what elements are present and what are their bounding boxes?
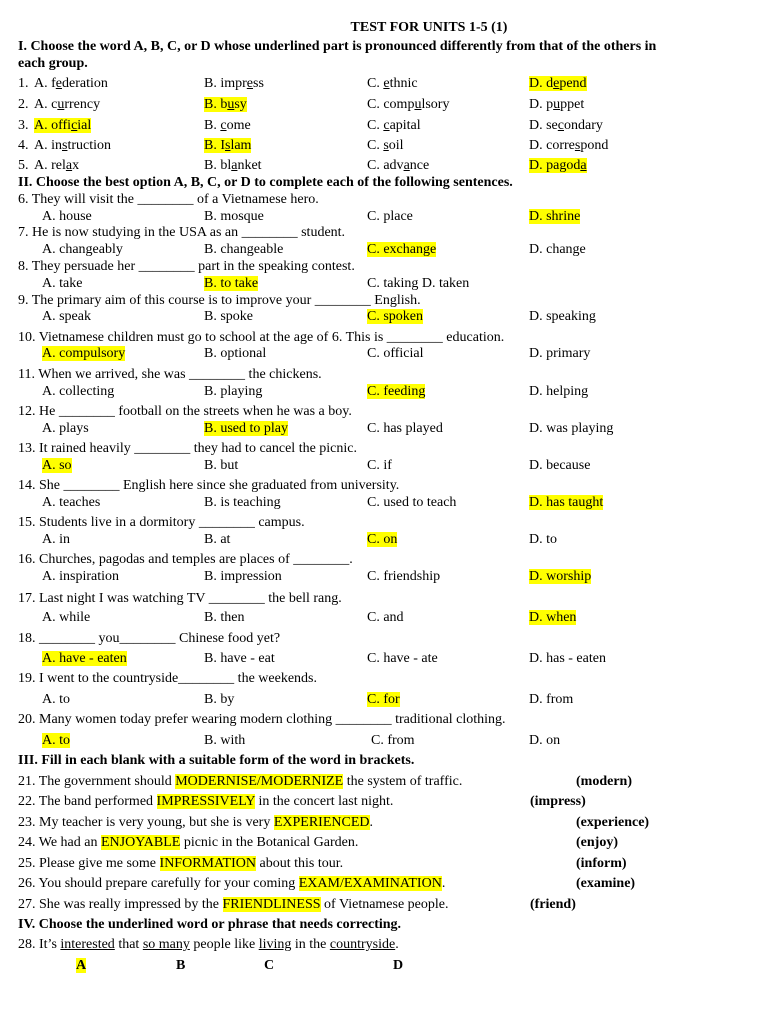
sentence-end: about this tour. bbox=[255, 856, 344, 871]
underlined-letters: u bbox=[553, 97, 561, 112]
question-number: 3. bbox=[18, 118, 29, 133]
option-text bbox=[529, 118, 603, 133]
option-text: B. playing bbox=[204, 384, 263, 399]
option-prefix: D. pagod bbox=[529, 158, 581, 173]
option-text: D. primary bbox=[529, 346, 591, 361]
section-3-number: III bbox=[18, 753, 35, 768]
sentence-text: people like bbox=[189, 937, 259, 952]
sentence-start: 21. The government should bbox=[18, 774, 176, 789]
option-d bbox=[529, 383, 588, 400]
option-suffix: ial bbox=[77, 118, 92, 133]
option-b bbox=[204, 457, 238, 474]
underlined-letters: a bbox=[403, 158, 410, 173]
option-text: C. from bbox=[371, 733, 415, 748]
option-prefix: D. corre bbox=[529, 138, 575, 153]
option-text: B. at bbox=[204, 532, 231, 547]
option-text: B. optional bbox=[204, 346, 267, 361]
option-c bbox=[367, 345, 424, 362]
option-a bbox=[42, 345, 125, 362]
option-c bbox=[367, 568, 440, 585]
question-text: 17. Last night I was watching TV ________ the bell rang. bbox=[18, 591, 342, 606]
option-text bbox=[204, 118, 251, 133]
word-hint: (examine) bbox=[576, 876, 636, 891]
fill-in-line bbox=[18, 773, 462, 790]
question-text: 7. He is now studying in the USA as an ________ student. bbox=[18, 225, 346, 240]
option-suffix: ondary bbox=[564, 118, 603, 133]
option-prefix: A. offi bbox=[34, 118, 72, 133]
fill-in-line bbox=[18, 875, 445, 892]
underlined-letters: s bbox=[383, 138, 389, 153]
underlined-letters: u bbox=[57, 97, 65, 112]
question-number: 5. bbox=[18, 158, 29, 173]
fill-in-line bbox=[18, 793, 393, 810]
option-prefix: A. f bbox=[34, 76, 56, 91]
option-text: A. take bbox=[42, 276, 83, 291]
answer-highlight bbox=[529, 76, 587, 91]
option-c bbox=[367, 75, 418, 92]
option-text: C. used to teach bbox=[367, 495, 457, 510]
sentence-text: in the bbox=[291, 937, 330, 952]
option-c bbox=[367, 650, 438, 667]
option-text: C. have - ate bbox=[367, 651, 438, 666]
option-d bbox=[529, 117, 603, 134]
option-d bbox=[529, 345, 590, 362]
option-c bbox=[367, 383, 425, 400]
option-text bbox=[529, 97, 584, 112]
option-d bbox=[529, 420, 613, 437]
question-text: 13. It rained heavily ________ they had to cancel the picnic. bbox=[18, 441, 358, 456]
underlined-phrase: interested bbox=[60, 937, 115, 952]
underlined-letters: c bbox=[71, 118, 78, 133]
option-b bbox=[204, 420, 288, 437]
option-prefix: B. I bbox=[204, 138, 225, 153]
option-suffix: truction bbox=[67, 138, 111, 153]
question-text: 18. ________ you________ Chinese food yet? bbox=[18, 631, 281, 646]
option-a bbox=[34, 157, 79, 174]
option-b bbox=[204, 137, 251, 154]
answer-highlight: INFORMATION bbox=[159, 856, 256, 871]
answer-highlight bbox=[34, 118, 91, 133]
option-d bbox=[529, 157, 587, 174]
answer-highlight: C. feeding bbox=[367, 384, 426, 399]
option-a bbox=[34, 75, 108, 92]
option-prefix: D. se bbox=[529, 118, 558, 133]
underlined-letters: a bbox=[580, 158, 587, 173]
question-text: 11. When we arrived, she was ________ the chickens. bbox=[18, 367, 322, 382]
letter-label: C bbox=[264, 958, 275, 973]
sentence-end: . bbox=[441, 876, 446, 891]
option-prefix: B. impr bbox=[204, 76, 247, 91]
letter-label: D bbox=[393, 958, 404, 973]
option-a bbox=[42, 308, 91, 325]
option-d bbox=[529, 308, 596, 325]
section-3-text: . Fill in each blank with a suitable form of the word in brackets. bbox=[34, 753, 415, 768]
option-text bbox=[367, 118, 421, 133]
option-b bbox=[204, 75, 264, 92]
question-text: 6. They will visit the ________ of a Vietnamese hero. bbox=[18, 192, 319, 207]
option-text: A. inspiration bbox=[42, 569, 119, 584]
option-suffix: ome bbox=[226, 118, 251, 133]
option-b bbox=[204, 494, 281, 511]
sentence-start: 23. My teacher is very young, but she is very bbox=[18, 815, 274, 830]
answer-highlight: B. to take bbox=[204, 276, 259, 291]
option-b bbox=[204, 691, 234, 708]
option-d bbox=[529, 691, 573, 708]
sentence-text: It’s bbox=[39, 937, 61, 952]
sentence-start: 25. Please give me some bbox=[18, 856, 160, 871]
option-c bbox=[367, 420, 443, 437]
underlined-letters: c bbox=[383, 118, 390, 133]
option-d bbox=[529, 96, 584, 113]
option-a bbox=[42, 383, 114, 400]
option-text: A. speak bbox=[42, 309, 91, 324]
option-d bbox=[529, 241, 586, 258]
option-a bbox=[34, 117, 91, 134]
option-text bbox=[34, 138, 111, 153]
option-prefix: C. bbox=[367, 76, 384, 91]
option-prefix: C. bbox=[367, 118, 384, 133]
option-suffix: lsory bbox=[421, 97, 450, 112]
option-d bbox=[529, 208, 580, 225]
option-suffix: lam bbox=[230, 138, 252, 153]
sentence-start: 27. She was really impressed by the bbox=[18, 897, 223, 912]
question-text: 20. Many women today prefer wearing modern clothing ________ traditional clothing. bbox=[18, 712, 506, 727]
underlined-phrase: countryside bbox=[329, 937, 396, 952]
answer-highlight: A. have - eaten bbox=[42, 651, 127, 666]
underlined-letters: s bbox=[62, 138, 68, 153]
option-c bbox=[367, 96, 449, 113]
question-text: 16. Churches, pagodas and temples are places of ________. bbox=[18, 552, 353, 567]
option-a bbox=[42, 609, 90, 626]
answer-highlight: FRIENDLINESS bbox=[222, 897, 321, 912]
option-prefix: C. comp bbox=[367, 97, 415, 112]
question-28 bbox=[18, 936, 399, 953]
option-text: C. if bbox=[367, 458, 392, 473]
underlined-phrase: living bbox=[258, 937, 292, 952]
answer-highlight: A. compulsory bbox=[42, 346, 126, 361]
question-number: 28. bbox=[18, 937, 39, 952]
option-text: D. has - eaten bbox=[529, 651, 606, 666]
option-suffix: apital bbox=[389, 118, 421, 133]
option-text: D. to bbox=[529, 532, 557, 547]
letter-label: B bbox=[176, 958, 186, 973]
option-suffix: nce bbox=[409, 158, 430, 173]
option-text: B. then bbox=[204, 610, 245, 625]
option-text: B. changeable bbox=[204, 242, 284, 257]
underlined-letters: s bbox=[225, 138, 231, 153]
option-prefix: B. bl bbox=[204, 158, 232, 173]
option-text: A. plays bbox=[42, 421, 89, 436]
sentence-end: picnic in the Botanical Garden. bbox=[180, 835, 359, 850]
option-suffix: sy bbox=[234, 97, 247, 112]
sentence-end: . bbox=[369, 815, 374, 830]
option-suffix: ppet bbox=[560, 97, 585, 112]
option-d bbox=[529, 531, 557, 548]
sentence-start: 26. You should prepare carefully for your coming bbox=[18, 876, 299, 891]
question-number: 4. bbox=[18, 138, 29, 153]
option-text: B. with bbox=[204, 733, 246, 748]
question-number: 2. bbox=[18, 97, 29, 112]
sentence-start: 22. The band performed bbox=[18, 794, 157, 809]
question-text: 14. She ________ English here since she graduated from university. bbox=[18, 478, 400, 493]
fill-in-line bbox=[18, 834, 358, 851]
underlined-letters: u bbox=[414, 97, 422, 112]
option-text: B. by bbox=[204, 692, 235, 707]
option-a bbox=[42, 691, 70, 708]
option-b bbox=[204, 345, 266, 362]
option-d bbox=[529, 75, 587, 92]
option-text bbox=[367, 138, 404, 153]
option-text: B. is teaching bbox=[204, 495, 281, 510]
option-text: A. collecting bbox=[42, 384, 115, 399]
answer-highlight: EXAM/EXAMINATION bbox=[298, 876, 442, 891]
underlined-letters: u bbox=[227, 97, 235, 112]
option-b bbox=[204, 157, 262, 174]
option-text bbox=[34, 76, 108, 91]
answer-highlight bbox=[204, 97, 247, 112]
option-a bbox=[42, 732, 70, 749]
underlined-letters: a bbox=[65, 158, 73, 173]
answer-highlight: EXPERIENCED bbox=[273, 815, 370, 830]
option-prefix: B. b bbox=[204, 97, 228, 112]
option-text bbox=[204, 76, 264, 91]
option-text: B. have - eat bbox=[204, 651, 275, 666]
question-text: 15. Students live in a dormitory ________ campus. bbox=[18, 515, 305, 530]
answer-highlight: D. has taught bbox=[529, 495, 604, 510]
option-prefix: A. c bbox=[34, 97, 58, 112]
option-text: A. in bbox=[42, 532, 70, 547]
underlined-letters: e bbox=[383, 76, 390, 91]
option-text: C. taking D. taken bbox=[367, 276, 470, 291]
answer-highlight: D. when bbox=[529, 610, 577, 625]
option-suffix: ss bbox=[253, 76, 264, 91]
section-1-heading-cont: each group. bbox=[18, 56, 88, 71]
option-a bbox=[34, 137, 111, 154]
option-prefix: B. bbox=[204, 118, 221, 133]
option-d bbox=[529, 137, 608, 154]
option-text bbox=[34, 158, 79, 173]
underlined-letters: c bbox=[557, 118, 564, 133]
option-text: D. change bbox=[529, 242, 586, 257]
letter-A bbox=[76, 957, 86, 974]
letter-B bbox=[176, 957, 185, 974]
option-a bbox=[42, 420, 89, 437]
underlined-phrase: so many bbox=[142, 937, 190, 952]
option-d bbox=[529, 457, 590, 474]
answer-highlight: D. shrine bbox=[529, 209, 581, 224]
option-prefix: A. rel bbox=[34, 158, 66, 173]
word-hint: (impress) bbox=[530, 794, 586, 809]
option-b bbox=[204, 241, 283, 258]
option-text: C. official bbox=[367, 346, 424, 361]
answer-highlight: D. worship bbox=[529, 569, 592, 584]
option-b bbox=[204, 650, 275, 667]
answer-highlight: A bbox=[76, 958, 87, 973]
option-c bbox=[367, 208, 413, 225]
answer-highlight: C. spoken bbox=[367, 309, 423, 324]
underlined-letters: e bbox=[55, 76, 62, 91]
sentence-start: 24. We had an bbox=[18, 835, 101, 850]
option-b bbox=[204, 531, 230, 548]
option-text: C. friendship bbox=[367, 569, 441, 584]
question-text: 19. I went to the countryside________ the weekends. bbox=[18, 671, 317, 686]
sentence-text: that bbox=[114, 937, 143, 952]
letter-D bbox=[393, 957, 403, 974]
answer-highlight: C. exchange bbox=[367, 242, 437, 257]
option-a bbox=[42, 241, 123, 258]
option-c bbox=[367, 157, 429, 174]
section-4-heading: IV. Choose the underlined word or phrase that needs correcting. bbox=[18, 917, 402, 932]
fill-in-line bbox=[18, 814, 373, 831]
option-prefix: C. bbox=[367, 138, 384, 153]
question-text: 12. He ________ football on the streets when he was a boy. bbox=[18, 404, 352, 419]
option-text: A. to bbox=[42, 692, 70, 707]
question-text: 8. They persuade her ________ part in the speaking contest. bbox=[18, 259, 355, 274]
option-a bbox=[42, 494, 100, 511]
sentence-end: of Vietnamese people. bbox=[320, 897, 449, 912]
sentence-end: the system of traffic. bbox=[343, 774, 463, 789]
option-text bbox=[34, 97, 100, 112]
option-text: A. house bbox=[42, 209, 92, 224]
answer-highlight bbox=[529, 158, 587, 173]
option-b bbox=[204, 96, 247, 113]
option-a bbox=[42, 650, 127, 667]
page-title: TEST FOR UNITS 1-5 (1) bbox=[350, 20, 508, 35]
option-d bbox=[529, 732, 560, 749]
option-c bbox=[367, 241, 436, 258]
word-hint: (friend) bbox=[530, 897, 576, 912]
section-2-heading: II. Choose the best option A, B, C, or D to complete each of the following sentences. bbox=[18, 175, 513, 190]
option-b bbox=[204, 117, 251, 134]
option-d bbox=[529, 650, 606, 667]
option-suffix: pond bbox=[580, 138, 609, 153]
option-d bbox=[529, 568, 591, 585]
question-text: 10. Vietnamese children must go to school at the age of 6. This is ________ education. bbox=[18, 330, 505, 345]
option-text: A. while bbox=[42, 610, 91, 625]
option-text: D. speaking bbox=[529, 309, 596, 324]
section-1-heading: I. Choose the word A, B, C, or D whose underlined part is pronounced differently from that of the others in bbox=[18, 39, 657, 54]
option-prefix: D. p bbox=[529, 97, 554, 112]
option-d bbox=[529, 609, 576, 626]
option-c bbox=[367, 308, 423, 325]
option-c bbox=[367, 494, 456, 511]
option-suffix: pend bbox=[559, 76, 587, 91]
option-text: D. because bbox=[529, 458, 591, 473]
answer-highlight: IMPRESSIVELY bbox=[156, 794, 255, 809]
option-text: D. from bbox=[529, 692, 574, 707]
option-b bbox=[204, 383, 262, 400]
option-text bbox=[204, 158, 262, 173]
option-text bbox=[529, 138, 608, 153]
option-text bbox=[367, 158, 429, 173]
answer-highlight bbox=[204, 138, 251, 153]
option-suffix: thnic bbox=[389, 76, 418, 91]
option-text: D. on bbox=[529, 733, 561, 748]
sentence-text: . bbox=[395, 937, 399, 952]
option-text: C. place bbox=[367, 209, 413, 224]
answer-highlight: A. to bbox=[42, 733, 70, 748]
underlined-letters: a bbox=[231, 158, 238, 173]
option-a bbox=[42, 457, 72, 474]
option-b bbox=[204, 208, 264, 225]
option-b bbox=[204, 568, 282, 585]
option-a bbox=[42, 275, 82, 292]
option-text: C. has played bbox=[367, 421, 443, 436]
option-text bbox=[367, 97, 449, 112]
option-suffix: rrency bbox=[64, 97, 101, 112]
option-text: C. and bbox=[367, 610, 404, 625]
option-c bbox=[367, 137, 404, 154]
option-text: B. impression bbox=[204, 569, 282, 584]
option-text: B. mosque bbox=[204, 209, 264, 224]
option-c bbox=[367, 275, 469, 292]
option-a bbox=[42, 568, 119, 585]
answer-highlight: ENJOYABLE bbox=[100, 835, 181, 850]
option-a bbox=[34, 96, 100, 113]
option-a bbox=[42, 531, 70, 548]
fill-in-line bbox=[18, 855, 343, 872]
option-b bbox=[204, 609, 244, 626]
fill-in-line bbox=[18, 896, 449, 913]
word-hint: (experience) bbox=[576, 815, 650, 830]
option-prefix: D. d bbox=[529, 76, 554, 91]
underlined-letters: c bbox=[220, 118, 227, 133]
option-text: A. teaches bbox=[42, 495, 101, 510]
underlined-letters: e bbox=[553, 76, 560, 91]
option-c bbox=[367, 609, 404, 626]
word-hint: (enjoy) bbox=[576, 835, 618, 850]
option-c bbox=[367, 531, 397, 548]
section-3-heading bbox=[18, 752, 414, 769]
word-hint: (inform) bbox=[576, 856, 627, 871]
option-text: A. changeably bbox=[42, 242, 123, 257]
word-hint: (modern) bbox=[576, 774, 632, 789]
underlined-letters: e bbox=[246, 76, 253, 91]
answer-highlight: C. on bbox=[367, 532, 398, 547]
underlined-letters: s bbox=[574, 138, 581, 153]
answer-highlight: B. used to play bbox=[204, 421, 288, 436]
option-text: D. was playing bbox=[529, 421, 614, 436]
letter-C bbox=[264, 957, 274, 974]
option-d bbox=[529, 494, 603, 511]
option-prefix: C. adv bbox=[367, 158, 404, 173]
option-suffix: oil bbox=[388, 138, 404, 153]
option-text bbox=[367, 76, 418, 91]
answer-highlight: MODERNISE/MODERNIZE bbox=[175, 774, 344, 789]
option-a bbox=[42, 208, 92, 225]
option-text: B. but bbox=[204, 458, 239, 473]
option-text: B. spoke bbox=[204, 309, 253, 324]
option-suffix: nket bbox=[237, 158, 262, 173]
option-c bbox=[367, 691, 400, 708]
answer-highlight: A. so bbox=[42, 458, 72, 473]
sentence-end: in the concert last night. bbox=[254, 794, 394, 809]
option-b bbox=[204, 732, 245, 749]
option-b bbox=[204, 275, 258, 292]
question-text: 9. The primary aim of this course is to improve your ________ English. bbox=[18, 293, 421, 308]
option-suffix: x bbox=[72, 158, 80, 173]
option-c bbox=[367, 457, 392, 474]
option-suffix: deration bbox=[62, 76, 108, 91]
option-b bbox=[204, 308, 253, 325]
option-prefix: A. in bbox=[34, 138, 62, 153]
option-c bbox=[367, 117, 421, 134]
answer-highlight: C. for bbox=[367, 692, 400, 707]
question-number: 1. bbox=[18, 76, 29, 91]
option-c bbox=[371, 732, 415, 749]
option-text: D. helping bbox=[529, 384, 589, 399]
